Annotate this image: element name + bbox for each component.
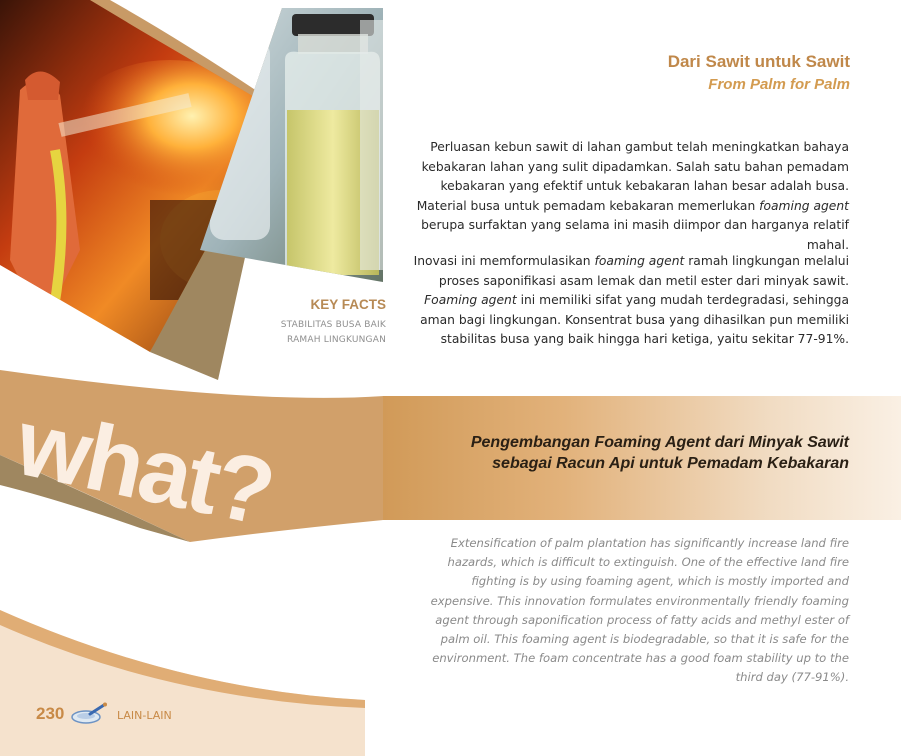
banner-title: Pengembangan Foaming Agent dari Minyak Sawit sebagai Racun Api untuk Pemadam Kebakaran [470,434,849,472]
paragraph-id-1: Perluasan kebun sawit di lahan gambut telah meningkatkan bahaya kebakaran lahan yang sulit dipadamkan. Salah satu bahan pemadam kebakaran yang efektif untuk kebakaran lahan besar adalah busa. Material busa untuk pemadam kebakaran memerlukan foaming agent berupa surfaktan yang selama ini masih diimpor dan harganya relatif mahal. [416,140,849,252]
title-indonesian: Dari Sawit untuk Sawit [667,52,850,71]
key-fact-item: RAMAH LINGKUNGAN [286,335,386,345]
key-fact-item: STABILITAS BUSA BAIK [280,320,386,330]
key-facts-title: KEY FACTS [310,297,386,312]
title-english: From Palm for Palm [708,76,850,93]
petri-dish-dropper-icon [70,702,108,726]
paragraph-id-2: Inovasi ini memformulasikan foaming agent ramah lingkungan melalui proses saponifikasi asam lemak dan metil ester dari minyak sawit. Foaming agent ini memiliki sifat yang mudah terdegradasi, sehingga aman bagi lingkungan. Konsentrat busa yang dihasilkan pun memiliki stabilitas busa yang baik hingga hari ketiga, yaitu sekitar 77-91%. [413,254,849,347]
page-number: 230 [36,704,65,723]
section-name: LAIN-LAIN [117,709,172,722]
paragraph-english: Extensification of palm plantation has significantly increase land fire hazards, which is difficult to extinguish. One of the effective land fire fighting is by using foaming agent, which is mostly imported and expensive. This innovation formulates environmentally friendly foaming agent through saponification process of fatty acids and methyl ester of palm oil. This foaming agent is biodegradable, so that it is safe for the environment. The foam concentrate has a good foam stability up to the third day (77-91%). [430,536,849,685]
what-watermark: what? [7,388,281,546]
